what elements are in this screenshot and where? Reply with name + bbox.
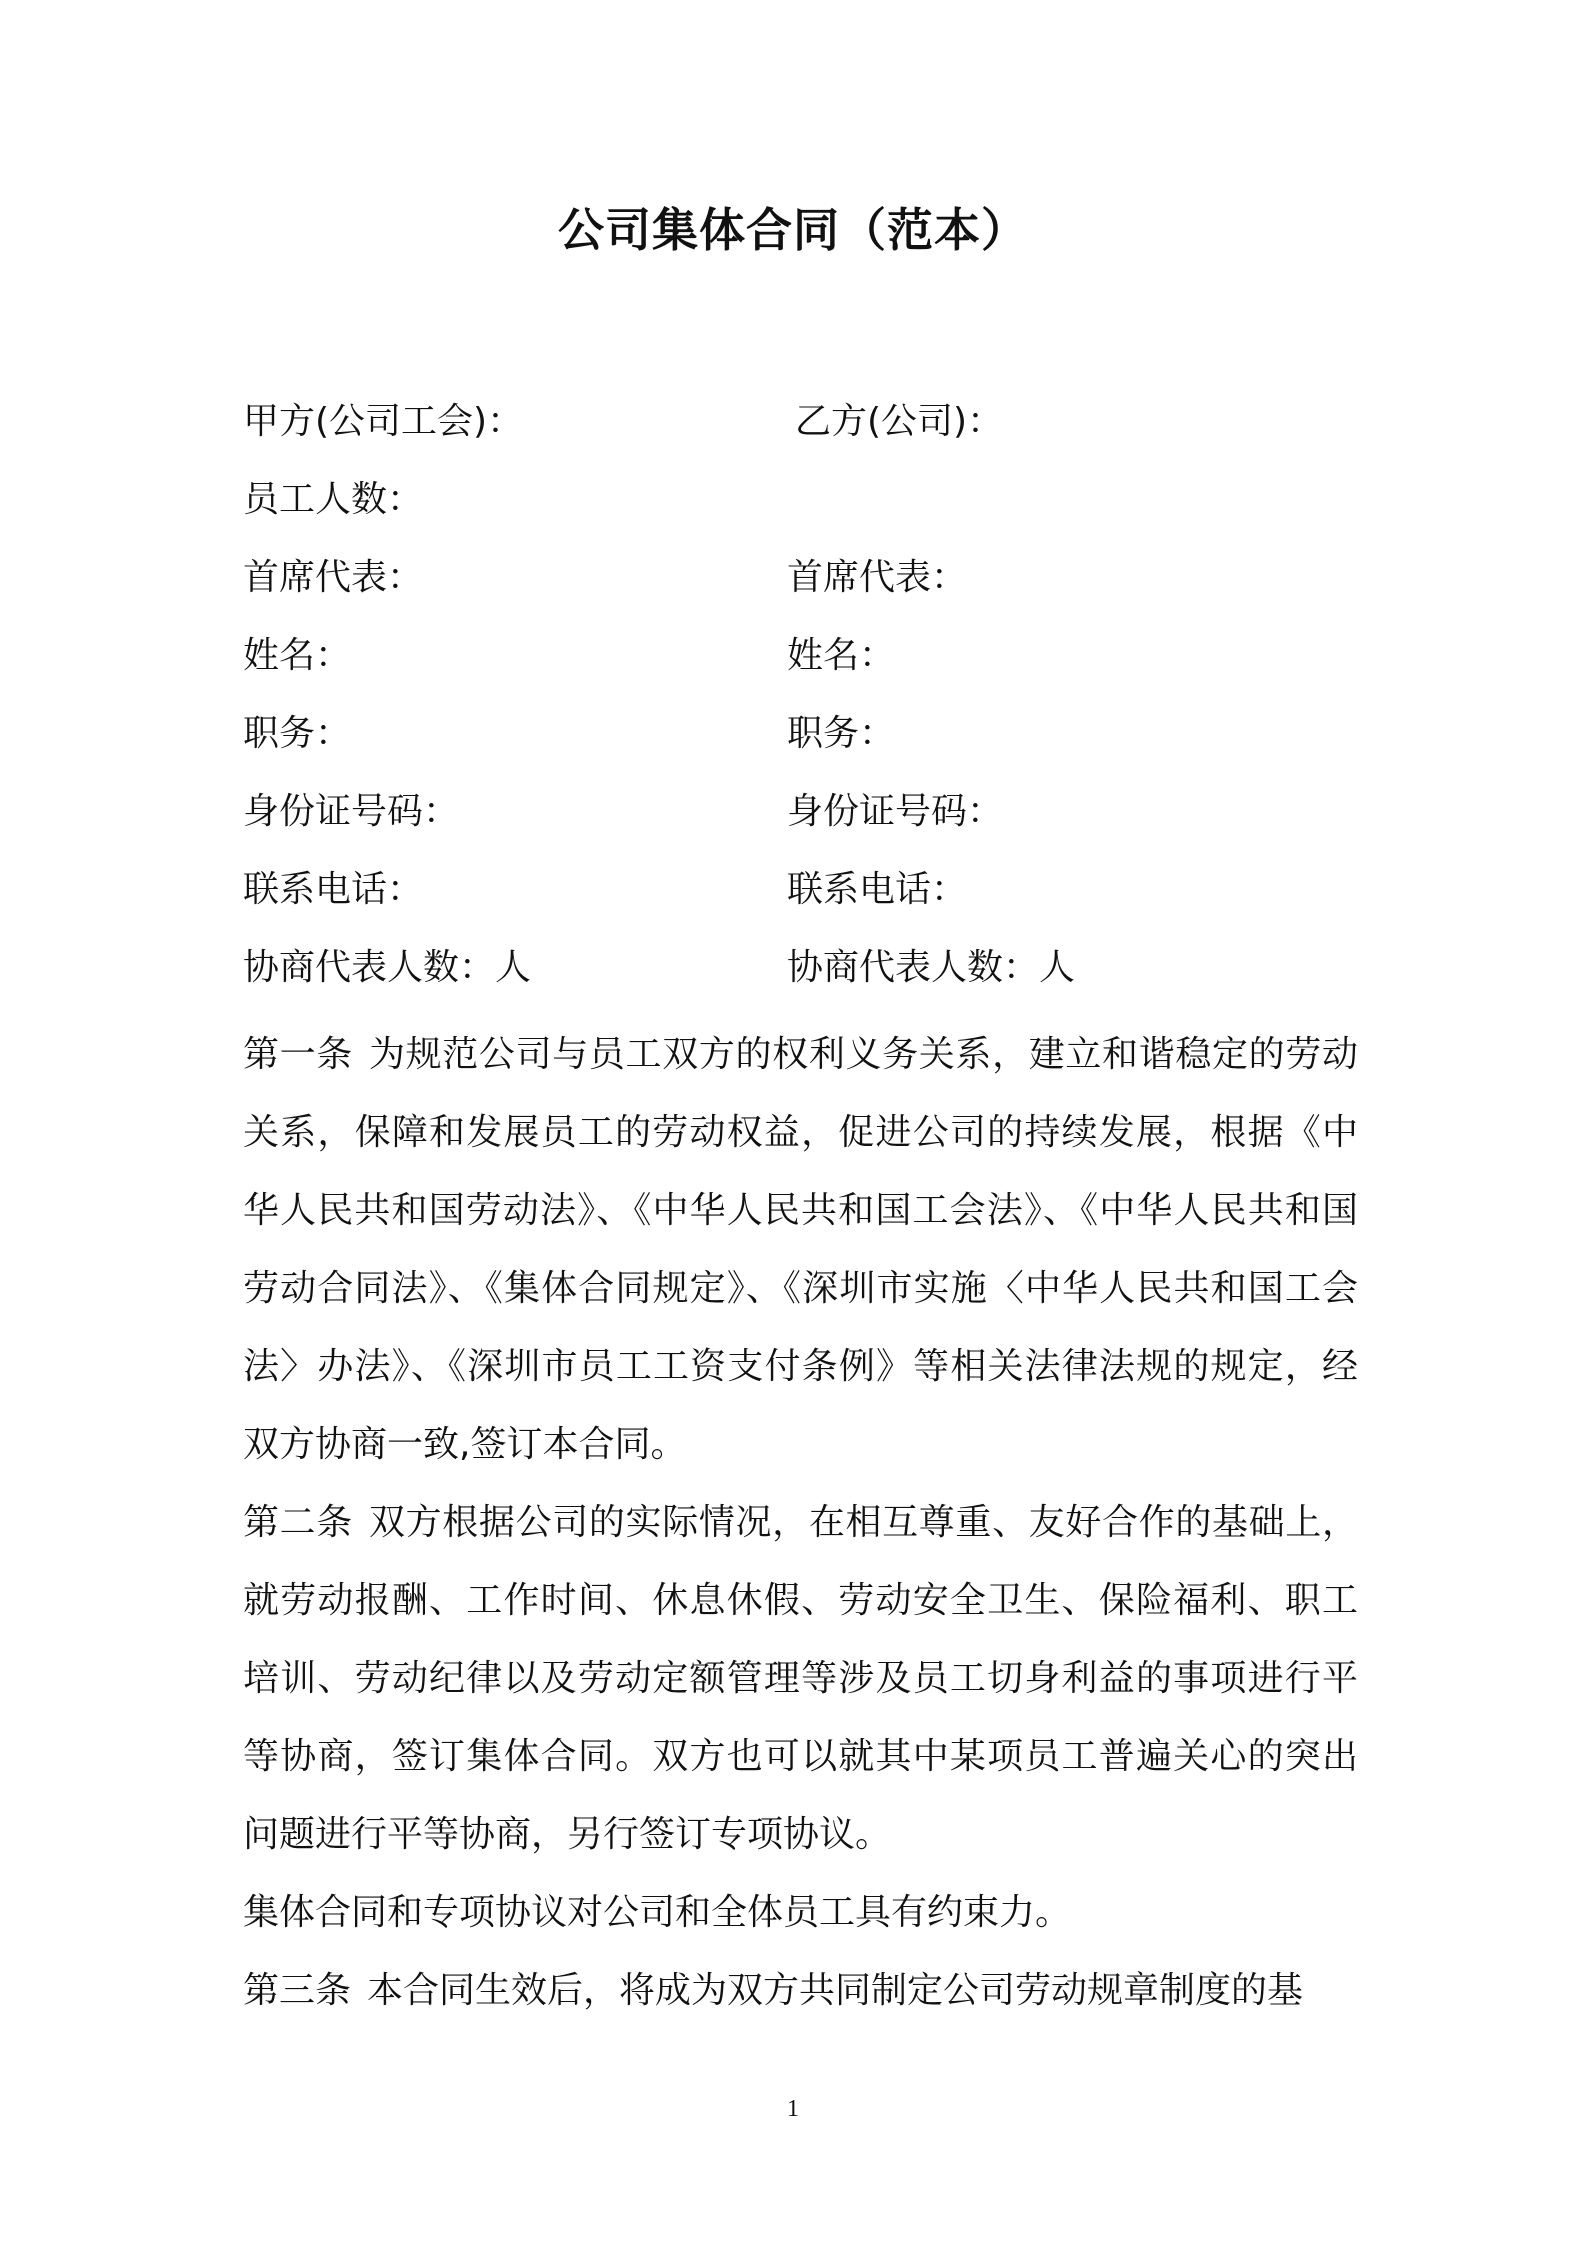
party-a-position-label: 职务：	[243, 713, 352, 754]
field-row-negotiator-count	[243, 938, 1363, 1016]
article-number: 第二条	[243, 1502, 353, 1543]
party-b-position-label: 职务：	[787, 713, 896, 754]
party-b-negotiator-count-label: 协商代表人数：人	[787, 947, 1076, 988]
article-text: 本合同生效后，将成为双方共同制定公司劳动规章制度的基	[367, 1970, 1304, 2011]
article-2	[243, 1484, 1358, 1874]
article-2-continuation	[243, 1874, 1358, 1952]
party-b-chief-representative-label: 首席代表：	[787, 557, 968, 598]
article-text: 为规范公司与员工双方的权利义务关系，建立和谐稳定的劳动关系，保障和发展员工的劳动权益，促进公司的持续发展，根据《中华人民共和国劳动法》、《中华人民共和国工会法》、《中华人民共和国劳动合同法》、《集体合同规定》、《深圳市实施〈中华人民共和国工会法〉办法》、《深圳市员工工资支付条例》等相关法律法规的规定，经双方协商一致,签订本合同。	[243, 1034, 1358, 1465]
party-info-fields	[243, 392, 1363, 1016]
party-b-label: 乙方(公司)：	[795, 401, 1004, 442]
contract-body	[243, 1016, 1358, 2030]
page-number: 1	[787, 2096, 799, 2122]
field-row-phone	[243, 860, 1363, 938]
article-text: 双方根据公司的实际情况，在相互尊重、友好合作的基础上，就劳动报酬、工作时间、休息休假、劳动安全卫生、保险福利、职工培训、劳动纪律以及劳动定额管理等涉及员工切身利益的事项进行平等协商，签订集体合同。双方也可以就其中某项员工普遍关心的突出问题进行平等协商，另行签订专项协议。	[243, 1502, 1358, 1855]
employee-count-label: 员工人数：	[243, 479, 424, 520]
party-b-phone-label: 联系电话：	[787, 869, 968, 910]
article-1	[243, 1016, 1358, 1484]
party-b-name-label: 姓名：	[787, 635, 896, 676]
field-row-id-number	[243, 782, 1363, 860]
article-3	[243, 1952, 1358, 2030]
party-a-label: 甲方(公司工会)：	[243, 401, 524, 442]
field-row-chief-representative	[243, 548, 1363, 626]
field-row-name	[243, 626, 1363, 704]
article-number: 第三条	[243, 1970, 352, 2011]
party-a-name-label: 姓名：	[243, 635, 352, 676]
field-row-employee-count	[243, 470, 1363, 548]
party-a-phone-label: 联系电话：	[243, 869, 424, 910]
article-number: 第一条	[243, 1034, 353, 1075]
document-title: 公司集体合同（范本）	[558, 203, 1028, 257]
field-row-parties	[243, 392, 1363, 470]
party-a-chief-representative-label: 首席代表：	[243, 557, 424, 598]
field-row-position	[243, 704, 1363, 782]
party-b-id-number-label: 身份证号码：	[787, 791, 1004, 832]
article-text: 集体合同和专项协议对公司和全体员工具有约束力。	[243, 1892, 1072, 1933]
party-a-negotiator-count-label: 协商代表人数：人	[243, 947, 532, 988]
party-a-id-number-label: 身份证号码：	[243, 791, 460, 832]
